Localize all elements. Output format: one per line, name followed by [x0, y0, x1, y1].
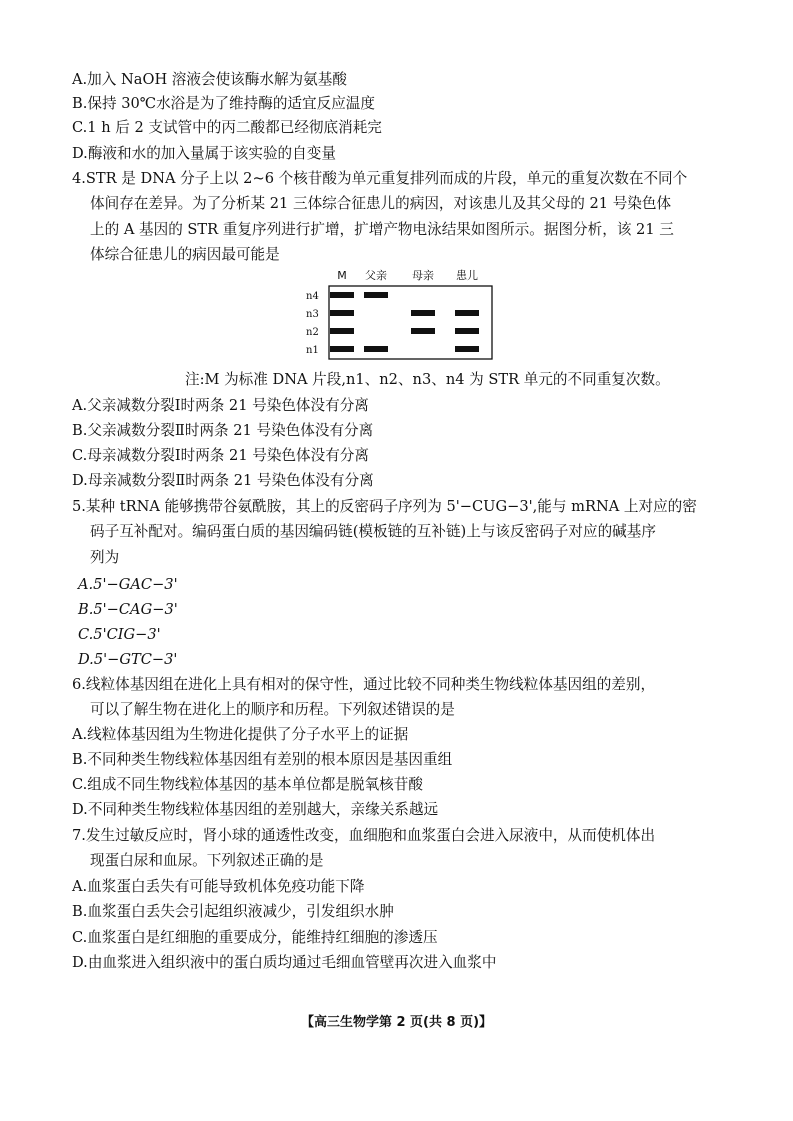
- q5-option-b: B.5'−CAG−3': [78, 601, 178, 618]
- q6-stem-line: 可以了解生物在进化上的顺序和历程。下列叙述错误的是: [90, 701, 455, 718]
- q7-stem-line: 7.发生过敏反应时，肾小球的通透性改变，血细胞和血浆蛋白会进入尿液中，从而使机体出: [72, 827, 656, 844]
- gel-band: [364, 292, 388, 298]
- gel-column-label: 患儿: [456, 269, 478, 282]
- q4-option-c: C.母亲减数分裂Ⅰ时两条 21 号染色体没有分离: [72, 447, 369, 464]
- figure-note: 注:M 为标准 DNA 片段,n1、n2、n3、n4 为 STR 单元的不同重复次数。: [185, 371, 670, 388]
- q4-option-d: D.母亲减数分裂Ⅱ时两条 21 号染色体没有分离: [72, 472, 374, 489]
- q7-option-c: C.血浆蛋白是红细胞的重要成分，能维持红细胞的渗透压: [72, 929, 438, 946]
- gel-column-label: 父亲: [365, 269, 387, 282]
- q3-option-c: C.1 h 后 2 支试管中的丙二酸都已经彻底消耗完: [72, 119, 382, 136]
- electrophoresis-figure: [305, 266, 495, 362]
- gel-column-label: 母亲: [412, 269, 434, 282]
- q6-option-a: A.线粒体基因组为生物进化提供了分子水平上的证据: [72, 726, 409, 743]
- gel-row-label: n2: [306, 327, 319, 338]
- page-footer: 【高三生物学第 2 页(共 8 页)】: [300, 1015, 493, 1030]
- gel-band: [330, 310, 354, 316]
- gel-band: [411, 310, 435, 316]
- q3-option-d: D.酶液和水的加入量属于该实验的自变量: [72, 145, 336, 162]
- q4-stem-line: 4.STR 是 DNA 分子上以 2~6 个核苷酸为单元重复排列而成的片段，单元的重复次数在不同个: [72, 170, 688, 187]
- q6-stem-line: 6.线粒体基因组在进化上具有相对的保守性，通过比较不同种类生物线粒体基因组的差别，: [72, 676, 656, 693]
- q5-stem-line: 5.某种 tRNA 能够携带谷氨酰胺，其上的反密码子序列为 5'−CUG−3',能与 mRNA 上对应的密: [72, 498, 697, 515]
- gel-band: [455, 328, 479, 334]
- q5-option-d: D.5'−GTC−3': [78, 651, 178, 668]
- q4-option-b: B.父亲减数分裂Ⅱ时两条 21 号染色体没有分离: [72, 422, 374, 439]
- q6-option-b: B.不同种类生物线粒体基因组有差别的根本原因是基因重组: [72, 751, 453, 768]
- gel-band: [330, 346, 354, 352]
- q3-option-b: B.保持 30℃水浴是为了维持酶的适宜反应温度: [72, 95, 375, 112]
- q5-option-a: A.5'−GAC−3': [78, 576, 178, 593]
- q5-option-c: C.5'CIG−3': [78, 626, 161, 643]
- q3-option-a: A.加入 NaOH 溶液会使该酶水解为氨基酸: [72, 71, 347, 88]
- q6-option-c: C.组成不同生物线粒体基因的基本单位都是脱氧核苷酸: [72, 776, 423, 793]
- q4-stem-line: 体综合征患儿的病因最可能是: [90, 246, 280, 263]
- q4-option-a: A.父亲减数分裂Ⅰ时两条 21 号染色体没有分离: [72, 397, 369, 414]
- gel-row-label: n1: [306, 345, 319, 356]
- q4-stem-line: 上的 A 基因的 STR 重复序列进行扩增，扩增产物电泳结果如图所示。据图分析，该 21 三: [90, 221, 674, 238]
- gel-row-label: n3: [306, 309, 319, 320]
- q4-stem-line: 体间存在差异。为了分析某 21 三体综合征患儿的病因，对该患儿及其父母的 21 号染色体: [90, 195, 672, 212]
- gel-band: [455, 310, 479, 316]
- gel-diagram: [305, 266, 495, 362]
- q7-option-a: A.血浆蛋白丢失有可能导致机体免疫功能下降: [72, 878, 365, 895]
- q7-option-b: B.血浆蛋白丢失会引起组织液减少，引发组织水肿: [72, 903, 394, 920]
- gel-row-label: n4: [306, 291, 319, 302]
- gel-band: [364, 346, 388, 352]
- gel-band: [411, 328, 435, 334]
- q5-stem-line: 码子互补配对。编码蛋白质的基因编码链(模板链的互补链)上与该反密码子对应的碱基序: [90, 523, 656, 540]
- gel-column-label: M: [337, 269, 347, 282]
- gel-band: [455, 346, 479, 352]
- q5-stem-line: 列为: [90, 549, 120, 566]
- gel-band: [330, 292, 354, 298]
- q7-stem-line: 现蛋白尿和血尿。下列叙述正确的是: [90, 852, 324, 869]
- gel-band: [330, 328, 354, 334]
- q7-option-d: D.由血浆进入组织液中的蛋白质均通过毛细血管壁再次进入血浆中: [72, 954, 497, 971]
- q6-option-d: D.不同种类生物线粒体基因组的差别越大，亲缘关系越远: [72, 801, 439, 818]
